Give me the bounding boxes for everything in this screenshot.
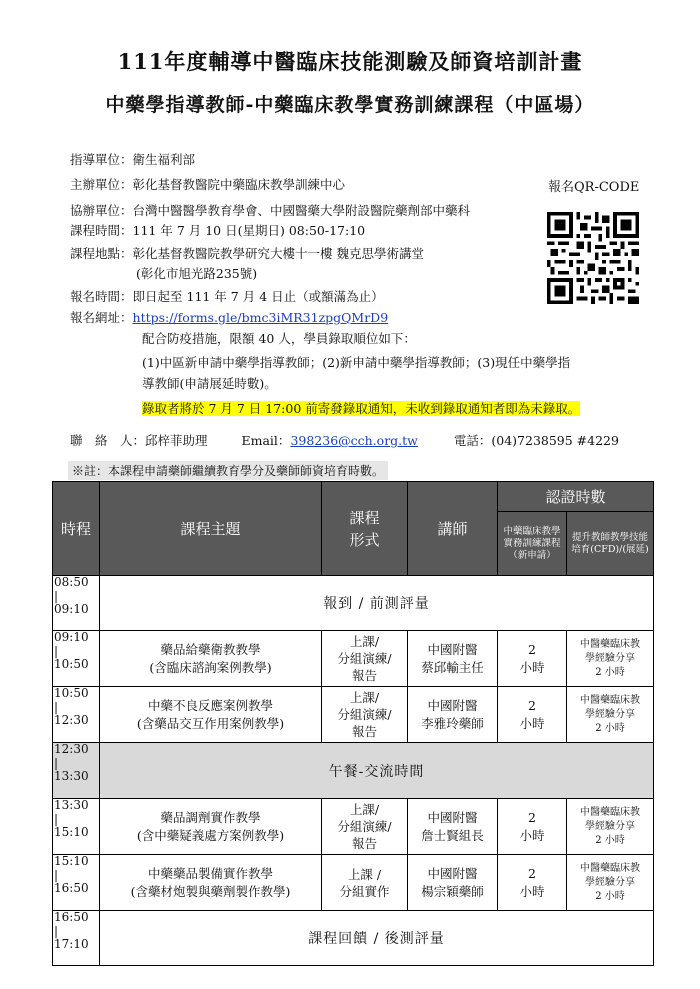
- time-cell: [53, 576, 100, 631]
- place-label: 課程地點：: [70, 246, 133, 261]
- time-end: 10:50: [54, 657, 89, 671]
- header-time: 時程: [53, 482, 100, 576]
- hours-value: 2: [528, 865, 536, 881]
- document-title: 111年度輔導中醫臨床技能測驗及師資培訓計畫: [117, 49, 583, 74]
- table-row: [53, 799, 654, 855]
- hours-value: 2: [528, 809, 536, 825]
- table-row: [53, 576, 654, 631]
- table-row: [53, 687, 654, 743]
- hours-cell: [498, 631, 567, 687]
- place-address: (彰化市旭光路235號): [136, 266, 258, 281]
- qr-code-label: 報名QR-CODE: [548, 180, 640, 195]
- cert-line: 學經驗分享: [585, 876, 635, 888]
- reg-time-value: 即日起至 111 年 7 月 4 日止（或額滿為止）: [132, 289, 384, 304]
- cert-cell: [567, 855, 654, 911]
- format-line: 分組演練/: [337, 819, 392, 834]
- header-cert-new: 中藥臨床教學實務訓練課程（新申請）: [498, 512, 567, 576]
- host-unit: [70, 177, 345, 193]
- reg-time-label: 報名時間：: [70, 289, 133, 304]
- host-label: 主辦單位：: [70, 177, 133, 192]
- lecturer-cell: [408, 687, 498, 743]
- time-start: 15:10: [54, 854, 89, 868]
- time-cell: [53, 631, 100, 687]
- hours-cell: [498, 687, 567, 743]
- table-row: [53, 631, 654, 687]
- lecturer-org: 中國附醫: [427, 865, 478, 881]
- course-time: [70, 223, 365, 239]
- phone-label: 電話：: [453, 433, 492, 448]
- lecturer-org: 中國附醫: [427, 641, 478, 657]
- time-end: 15:10: [54, 825, 89, 839]
- time-cell: [53, 855, 100, 911]
- lecturer-name: 楊宗穎藥師: [421, 883, 484, 899]
- time-start: 13:30: [54, 798, 89, 812]
- time-separator: |: [54, 755, 59, 770]
- lecturer-name: 李雅玲藥師: [421, 715, 484, 731]
- cert-line: 中醫藥臨床教: [580, 694, 640, 706]
- time-separator: |: [54, 867, 59, 882]
- time-value: 111 年 7 月 10 日(星期日) 08:50-17:10: [132, 223, 366, 238]
- time-cell: [53, 911, 100, 966]
- table-row: [53, 855, 654, 911]
- course-place: [70, 246, 424, 262]
- cert-cell: [567, 799, 654, 855]
- registration-time: [70, 289, 384, 305]
- header-lecturer: 講師: [408, 482, 498, 576]
- cert-line: 中醫藥臨床教: [580, 806, 640, 818]
- lecturer-org: 中國附醫: [427, 809, 478, 825]
- credit-note: ※註：本課程申請藥師繼續教育學分及藥師師資培育時數。: [68, 461, 388, 480]
- lecturer-cell: [408, 799, 498, 855]
- guide-value: 衛生福利部: [132, 152, 196, 167]
- hours-unit: 小時: [519, 883, 545, 899]
- time-separator: |: [54, 699, 59, 714]
- co-value: 台灣中醫醫學教育學會、中國醫藥大學附設醫院藥劑部中藥科: [132, 203, 471, 218]
- format-line: 分組實作: [339, 883, 390, 899]
- lunch-row: 午餐-交流時間: [100, 743, 654, 799]
- guide-unit: [70, 152, 195, 168]
- cert-hours: 2 小時: [595, 722, 625, 734]
- time-start: 09:10: [54, 630, 89, 644]
- cert-hours: 2 小時: [595, 666, 625, 678]
- cert-line: 中醫藥臨床教: [580, 862, 640, 874]
- registration-url-row: [70, 310, 388, 326]
- hours-unit: 小時: [519, 715, 545, 731]
- cert-cell: [567, 687, 654, 743]
- time-start: 10:50: [54, 686, 89, 700]
- contact-name: 邱梓菲助理: [145, 433, 208, 448]
- time-start: 12:30: [54, 742, 89, 756]
- topic-subtitle: (含臨床諮詢案例教學): [149, 659, 272, 675]
- cert-hours: 2 小時: [595, 890, 625, 902]
- co-unit: [70, 203, 470, 219]
- url-label: 報名網址：: [70, 310, 133, 325]
- time-end: 16:50: [54, 881, 89, 895]
- time-cell: [53, 743, 100, 799]
- feedback-row: 課程回饋 / 後測評量: [100, 911, 654, 966]
- place-value: 彰化基督教醫院教學研究大樓十一樓 魏克思學術講堂: [132, 246, 424, 261]
- format-line: 報告: [351, 668, 377, 683]
- format-line: 上課/: [349, 634, 380, 649]
- topic-cell: [100, 799, 322, 855]
- time-end: 17:10: [54, 937, 89, 951]
- topic-subtitle: (含藥材炮製與藥劑製作教學): [130, 883, 291, 899]
- cert-line: 學經驗分享: [585, 820, 635, 832]
- header-cert-extend: 提升教師教學技能培育(CFD)/(展延): [567, 512, 654, 576]
- time-cell: [53, 799, 100, 855]
- admission-highlight: 錄取者將於 7 月 7 日 17:00 前寄發錄取通知，未收到錄取通知者即為未錄取。: [142, 401, 581, 416]
- hours-unit: 小時: [519, 659, 545, 675]
- cert-line: 學經驗分享: [585, 708, 635, 720]
- format-line: 分組演練/: [337, 651, 392, 666]
- priority-line-1: (1)中區新申請中藥學指導教師；(2)新申請中藥學指導教師；(3)現任中藥學指: [142, 355, 571, 370]
- format-line: 上課/: [349, 690, 380, 705]
- format-cell: [322, 631, 408, 687]
- cert-line: 中醫藥臨床教: [580, 638, 640, 650]
- format-line: 報告: [351, 836, 377, 851]
- email-link[interactable]: 398236@cch.org.tw: [290, 433, 418, 448]
- guide-label: 指導單位：: [70, 152, 133, 167]
- table-row: [53, 743, 654, 799]
- contact-row: [70, 433, 619, 449]
- contact-label: 聯 絡 人：: [70, 433, 146, 448]
- host-value: 彰化基督教醫院中藥臨床教學訓練中心: [132, 177, 346, 192]
- hours-unit: 小時: [519, 827, 545, 843]
- header-topic: 課程主題: [100, 482, 322, 576]
- topic-cell: [100, 855, 322, 911]
- priority-line-2: 導教師(申請展延時數)。: [142, 376, 277, 391]
- topic-cell: [100, 631, 322, 687]
- topic-subtitle: (含藥品交互作用案例教學): [136, 715, 285, 731]
- time-separator: |: [54, 643, 59, 658]
- time-separator: |: [54, 588, 59, 603]
- topic-subtitle: (含中藥疑義處方案例教學): [136, 827, 285, 843]
- lecturer-cell: [408, 855, 498, 911]
- time-separator: |: [54, 811, 59, 826]
- document-subtitle: 中藥學指導教師-中藥臨床教學實務訓練課程（中區場）: [105, 94, 595, 116]
- header-cert-hours: 認證時數: [498, 482, 654, 512]
- topic-cell: [100, 687, 322, 743]
- format-line: 上課/: [349, 802, 380, 817]
- cert-hours: 2 小時: [595, 834, 625, 846]
- lecturer-name: 詹士賢組長: [421, 827, 484, 843]
- topic-title: 藥品給藥衛教教學: [160, 641, 261, 657]
- lecturer-org: 中國附醫: [427, 697, 478, 713]
- time-start: 08:50: [54, 575, 89, 589]
- lecturer-name: 蔡邱輸主任: [421, 659, 484, 675]
- quota-note: 配合防疫措施，限額 40 人，學員錄取順位如下：: [142, 331, 416, 346]
- topic-title: 中藥不良反應案例教學: [147, 697, 273, 713]
- format-cell: [322, 687, 408, 743]
- time-cell: [53, 687, 100, 743]
- format-line: 上課 /: [347, 866, 382, 882]
- header-format: 課程 形式: [322, 482, 408, 576]
- hours-value: 2: [528, 641, 536, 657]
- cert-line: 學經驗分享: [585, 652, 635, 664]
- registration-link[interactable]: https://forms.gle/bmc3iMR31zpgQMrD9: [132, 310, 389, 325]
- admission-notice: [142, 401, 580, 417]
- qr-code-image[interactable]: [547, 212, 639, 304]
- time-separator: |: [54, 923, 59, 938]
- time-label: 課程時間：: [70, 223, 133, 238]
- time-end: 09:10: [54, 602, 89, 616]
- time-end: 12:30: [54, 713, 89, 727]
- cert-cell: [567, 631, 654, 687]
- format-line: 報告: [351, 724, 377, 739]
- hours-value: 2: [528, 697, 536, 713]
- format-line: 分組演練/: [337, 707, 392, 722]
- format-cell: [322, 855, 408, 911]
- email-label: Email：: [241, 433, 291, 448]
- lecturer-cell: [408, 631, 498, 687]
- topic-title: 藥品調劑實作教學: [160, 809, 261, 825]
- co-label: 協辦單位：: [70, 203, 133, 218]
- hours-cell: [498, 855, 567, 911]
- hours-cell: [498, 799, 567, 855]
- time-start: 16:50: [54, 910, 89, 924]
- time-end: 13:30: [54, 769, 89, 783]
- registration-row: 報到 / 前測評量: [100, 576, 654, 631]
- schedule-table: [52, 481, 654, 966]
- format-cell: [322, 799, 408, 855]
- phone-value: (04)7238595 #4229: [491, 433, 619, 448]
- table-row: [53, 911, 654, 966]
- topic-title: 中藥藥品製備實作教學: [147, 865, 273, 881]
